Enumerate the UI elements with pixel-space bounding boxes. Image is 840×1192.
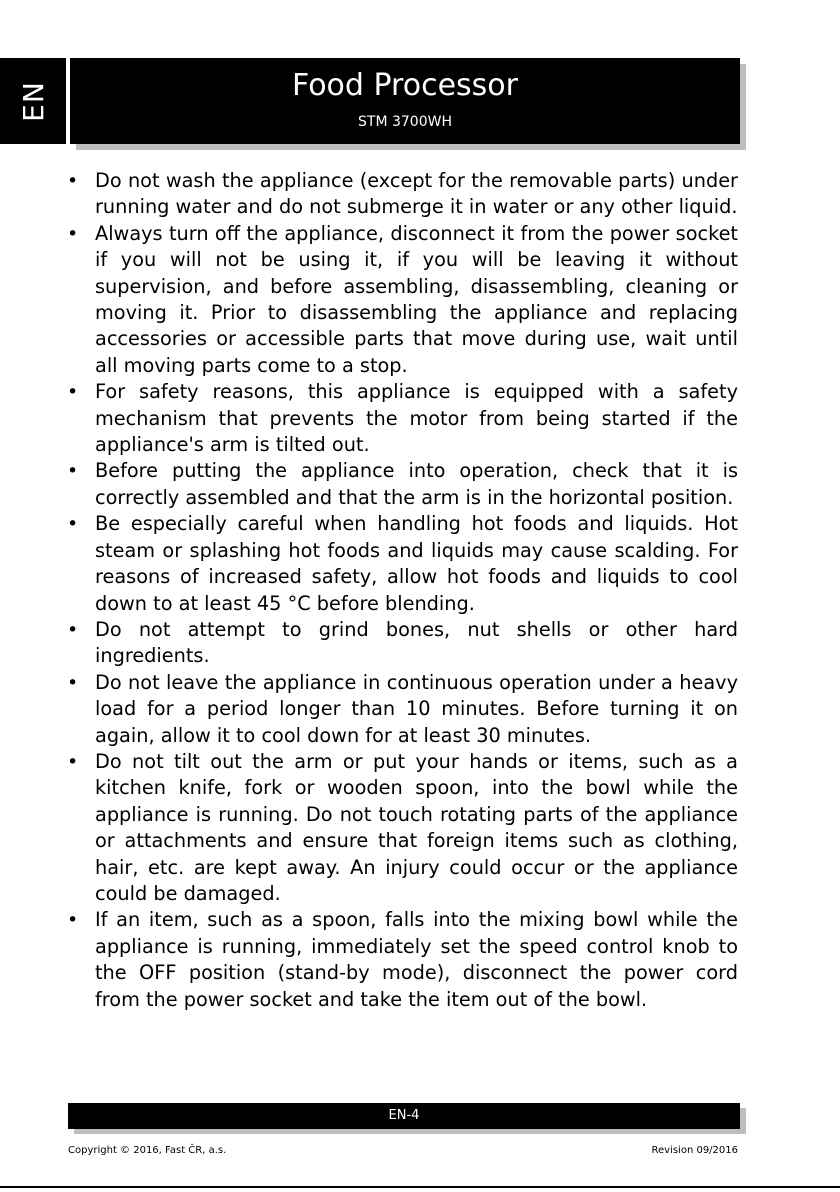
list-item [60, 670, 738, 749]
list-item [60, 617, 738, 670]
safety-instructions [60, 168, 738, 1013]
list-item-text: Before putting the appliance into operation, check that it is correctly assembled and that the arm is in the horizontal position. [95, 459, 738, 509]
list-item [60, 379, 738, 458]
header-bar [70, 58, 740, 144]
bullet-icon: • [67, 909, 79, 932]
bullet-icon: • [67, 170, 79, 192]
instruction-list [60, 168, 738, 1013]
list-item [60, 168, 738, 221]
list-item [60, 458, 738, 511]
page-title: Food Processor [292, 68, 518, 103]
list-item-text: For safety reasons, this appliance is equipped with a safety mechanism that prevents the motor from being started if the appliance's arm is tilted out. [95, 380, 738, 457]
copyright-text: Copyright © 2016, Fast ČR, a.s. [68, 1145, 227, 1156]
list-item [60, 907, 738, 1013]
list-item-text: Do not wash the appliance (except for the removable parts) under running water and do not submerge it in water or any other liquid. [95, 169, 738, 219]
language-tab [0, 58, 66, 144]
language-tab-label: EN [16, 80, 50, 122]
list-item-text: Do not attempt to grind bones, nut shells or other hard ingredients. [95, 617, 738, 668]
model-number: STM 3700WH [358, 114, 452, 130]
list-item [60, 511, 738, 617]
bullet-icon: • [67, 381, 79, 404]
bottom-divider [0, 1186, 840, 1188]
bullet-icon: • [67, 618, 79, 641]
list-item [60, 221, 738, 379]
list-item-text: Always turn off the appliance, disconnect it from the power socket if you will not be using it, if you will be leaving it without supervision, and before assembling, disassembling, cleaning or moving it. Prior to disassembling the appliance and replacing accessories or accessible parts that move during use, wait until all moving parts come to a stop. [95, 221, 738, 377]
list-item-text: Be especially careful when handling hot foods and liquids. Hot steam or splashing hot foods and liquids may cause scalding. For reasons of increased safety, allow hot foods and liquids to cool down to at least 45 °C before blending. [95, 512, 738, 615]
bullet-icon: • [67, 671, 79, 694]
header-shadow [740, 64, 746, 150]
bullet-icon: • [67, 222, 79, 245]
list-item-text: Do not tilt out the arm or put your hands or items, such as a kitchen knife, fork or wooden spoon, into the bowl while the appliance is running. Do not touch rotating parts of the appliance or attachments and ensure that foreign items such as clothing, hair, etc. are kept away. An injury could occur or the appliance could be damaged. [95, 749, 738, 905]
header-shadow-bottom [76, 144, 746, 150]
list-item [60, 749, 738, 907]
list-item-text: Do not leave the appliance in continuous operation under a heavy load for a period longer than 10 minutes. Before turning it on again, allow it to cool down for at least 30 minutes. [95, 670, 738, 747]
page-number: EN-4 [388, 1108, 420, 1123]
bullet-icon: • [67, 750, 79, 773]
bullet-icon: • [67, 513, 79, 536]
footer-shadow-bottom [74, 1129, 746, 1134]
revision-text: Revision 09/2016 [651, 1145, 738, 1156]
list-item-text: If an item, such as a spoon, falls into the mixing bowl while the appliance is running, immediately set the speed control knob to the OFF position (stand-by mode), disconnect the power cord from the power socket and take the item out of the bowl. [95, 908, 738, 1011]
bullet-icon: • [67, 460, 79, 483]
page-number-bar [68, 1103, 740, 1129]
